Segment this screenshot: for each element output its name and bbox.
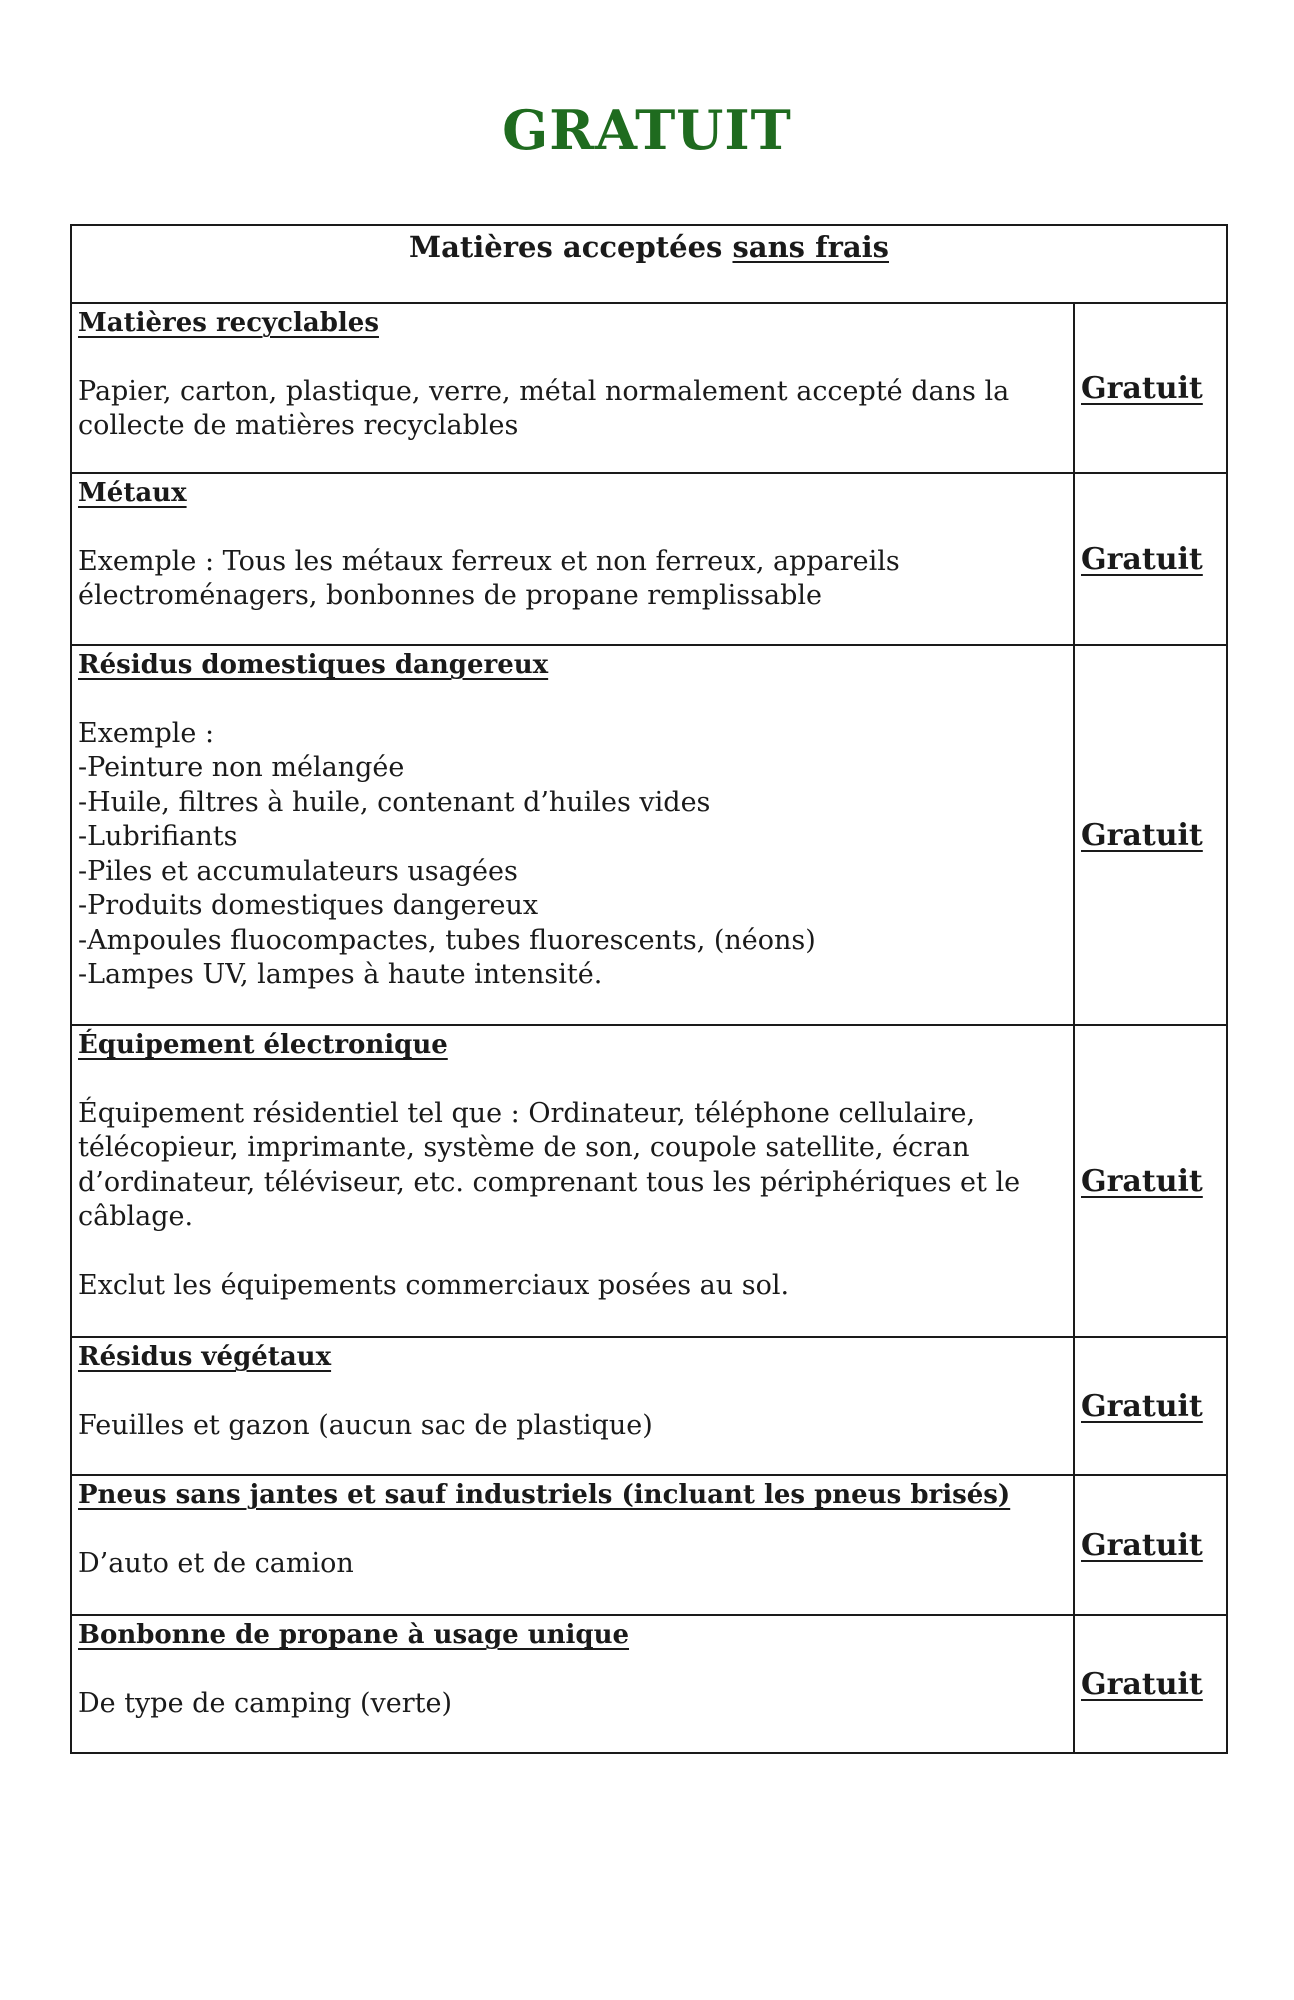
description-line: télécopieur, imprimante, système de son, coupole satellite, écran	[78, 1132, 970, 1163]
price-cell	[1074, 645, 1227, 1025]
description-line: électroménagers, bonbonnes de propane remplissable	[78, 580, 823, 611]
spacer	[78, 1235, 1067, 1270]
description-cell	[71, 1025, 1074, 1337]
description-cell	[71, 1475, 1074, 1615]
table-row	[71, 1025, 1227, 1337]
description-line: D’auto et de camion	[78, 1547, 354, 1579]
description-line: -Peinture non mélangée	[78, 752, 405, 783]
description-line: -Lubrifiants	[78, 821, 238, 852]
description-cell	[71, 1615, 1074, 1753]
category-heading: Pneus sans jantes et sauf industriels (incluant les pneus brisés)	[78, 1480, 1011, 1510]
description-line: -Lampes UV, lampes à haute intensité.	[78, 959, 603, 990]
price-cell	[1074, 1615, 1227, 1753]
category-heading: Résidus domestiques dangereux	[78, 650, 549, 680]
description-line: d’ordinateur, téléviseur, etc. comprenant tous les périphériques et le	[78, 1166, 1021, 1198]
price-label: Gratuit	[1081, 1527, 1203, 1563]
table-header	[71, 225, 1227, 303]
table-header-prefix: Matières acceptées	[409, 230, 723, 264]
price-cell	[1074, 1025, 1227, 1337]
description-line: -Huile, filtres à huile, contenant d’huiles vides	[78, 786, 711, 818]
description-line: Équipement résidentiel tel que : Ordinateur, téléphone cellulaire,	[78, 1097, 976, 1129]
category-heading: Bonbonne de propane à usage unique	[78, 1620, 630, 1650]
description-line: collecte de matières recyclables	[78, 410, 519, 441]
table-header-row	[71, 225, 1227, 303]
accepted-materials-table	[70, 224, 1228, 1754]
description-line: Feuilles et gazon (aucun sac de plastique)	[78, 1409, 653, 1441]
description-line: -Produits domestiques dangereux	[78, 890, 539, 921]
description-cell	[71, 645, 1074, 1025]
price-label: Gratuit	[1081, 817, 1203, 853]
price-cell	[1074, 1337, 1227, 1475]
price-cell	[1074, 473, 1227, 645]
description-line: Exemple : Tous les métaux ferreux et non ferreux, appareils	[78, 545, 900, 577]
price-label: Gratuit	[1081, 1388, 1203, 1424]
description-line: câblage.	[78, 1201, 194, 1232]
page-title: GRATUIT	[502, 98, 792, 162]
table-row	[71, 303, 1227, 473]
price-cell	[1074, 1475, 1227, 1615]
category-heading: Résidus végétaux	[78, 1342, 332, 1372]
category-heading: Matières recyclables	[78, 308, 379, 338]
table-row	[71, 1337, 1227, 1475]
price-label: Gratuit	[1081, 1666, 1203, 1702]
price-label: Gratuit	[1081, 541, 1203, 577]
table-row	[71, 1615, 1227, 1753]
price-label: Gratuit	[1081, 370, 1203, 406]
description-line: Exemple :	[78, 717, 215, 749]
description-cell	[71, 1337, 1074, 1475]
category-heading: Métaux	[78, 478, 187, 508]
description-cell	[71, 473, 1074, 645]
table-header-emphasis: sans frais	[732, 230, 889, 264]
table-row	[71, 1475, 1227, 1615]
price-cell	[1074, 303, 1227, 473]
description-line: -Ampoules fluocompactes, tubes fluorescents, (néons)	[78, 924, 816, 956]
category-heading: Équipement électronique	[78, 1030, 448, 1060]
description-line: -Piles et accumulateurs usagées	[78, 855, 518, 887]
description-line: Papier, carton, plastique, verre, métal normalement accepté dans la	[78, 375, 1010, 407]
price-label: Gratuit	[1081, 1163, 1203, 1199]
table-row	[71, 473, 1227, 645]
description-cell	[71, 303, 1074, 473]
table-row	[71, 645, 1227, 1025]
description-line: De type de camping (verte)	[78, 1687, 453, 1719]
description-note: Exclut les équipements commerciaux posées au sol.	[78, 1270, 790, 1301]
